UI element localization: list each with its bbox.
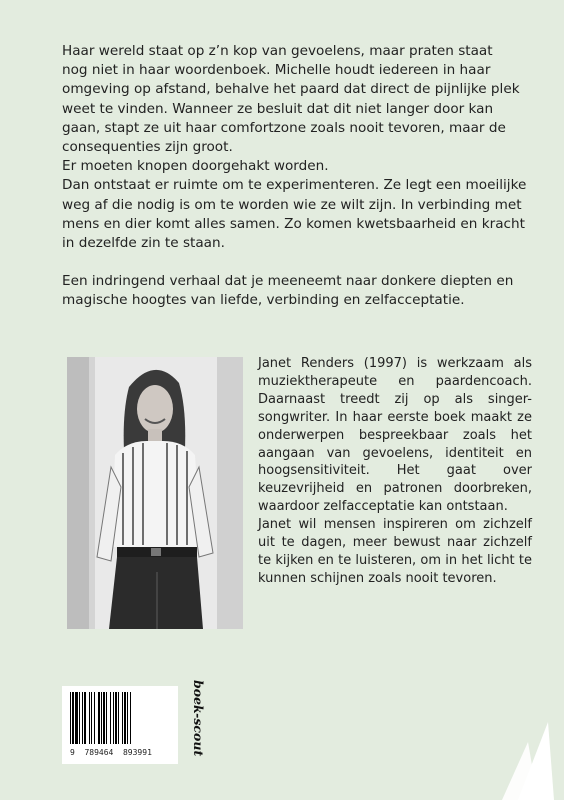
author-bio-paragraph: Janet wil mensen inspireren om zichzelf uit te dagen, meer bewust naar zichzelf te kijken en te luisteren, om in het licht te kunnen schijnen zoals nooit tevoren. (258, 517, 532, 586)
blurb-line: in dezelfde zin te staan. (62, 235, 225, 252)
blurb-line: weet te vinden. Wanneer ze besluit dat dit niet langer door kan (62, 100, 494, 117)
blurb-line: nog niet in haar woordenboek. Michelle houdt iedereen in haar (62, 62, 491, 79)
isbn-barcode (62, 686, 178, 764)
blurb-line: Dan ontstaat er ruimte om te experimenteren. Ze legt een moeilijke (62, 177, 527, 194)
barcode-bars (70, 692, 170, 744)
blurb-line: weg af die nodig is om te worden wie ze wilt zijn. In verbinding met (62, 196, 522, 213)
author-bio-paragraph: Janet Renders (1997) is werkzaam als muziektherapeute en paardencoach. Daarnaast treedt zij op als singer-songwriter. In haar eerste boek maakt ze onderwerpen bespreekbaar zoals het aangaan van gevoelens, identiteit en hoogsensitiviteit. Het gaat over keuzevrijheid en patronen doorbreken, waardoor zelfacceptatie kan ontstaan. (258, 356, 532, 515)
back-cover-blurb (62, 42, 532, 311)
publisher-triangle-icon (498, 712, 556, 800)
isbn-number: 9 789464 893991 (70, 748, 152, 757)
barcode-bar (131, 692, 132, 744)
blurb-line: consequenties zijn groot. (62, 139, 233, 156)
author-photo (67, 357, 243, 629)
blurb-line: gaan, stapt ze uit haar comfortzone zoals nooit tevoren, maar de (62, 119, 506, 136)
blurb-line: Er moeten knopen doorgehakt worden. (62, 158, 329, 175)
blurb-line: Haar wereld staat op z’n kop van gevoelens, maar praten staat (62, 43, 493, 59)
author-bio (258, 355, 532, 588)
publisher-name: boek-scout (191, 680, 206, 757)
blurb-closing-line: magische hoogtes van liefde, verbinding en zelfacceptatie. (62, 292, 465, 309)
blurb-line: omgeving op afstand, behalve het paard dat direct de pijnlijke plek (62, 81, 520, 98)
blurb-closing-line: Een indringend verhaal dat je meeneemt naar donkere diepten en (62, 273, 514, 290)
publisher-logo (191, 680, 214, 770)
blurb-line: mens en dier komt alles samen. Zo komen kwetsbaarheid en kracht (62, 215, 525, 232)
